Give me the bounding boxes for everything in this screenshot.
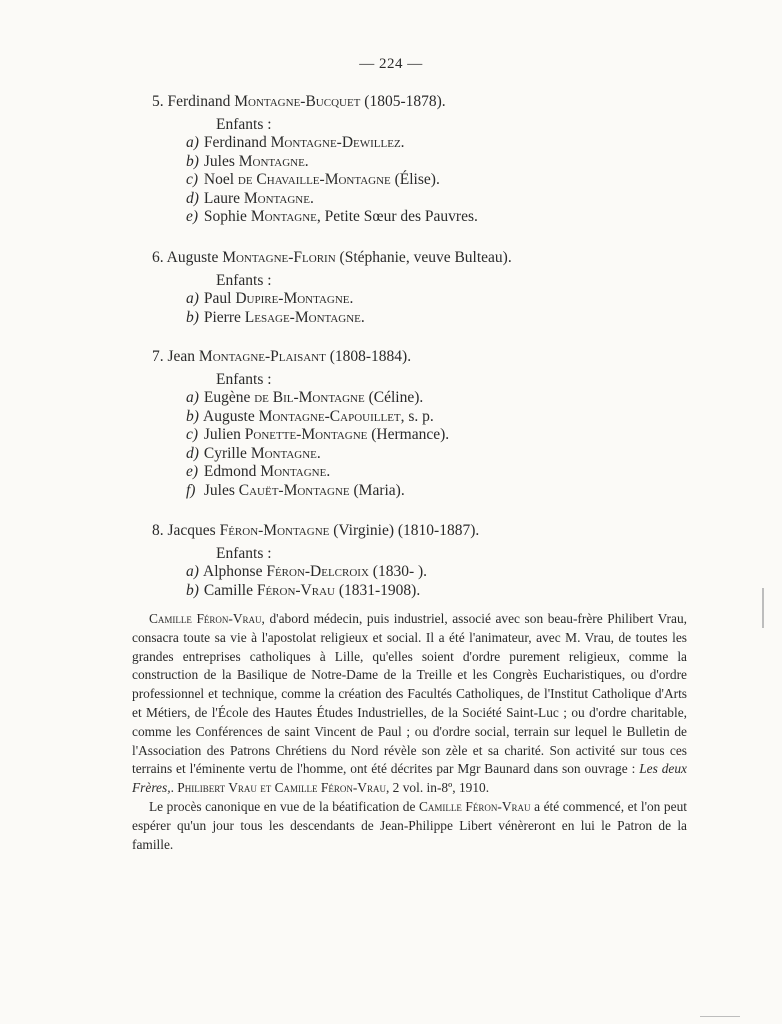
paragraph-1-text: d'abord médecin, puis industriel, associé avec son beau-frère Philibert Vrau, consacra toute sa vie à l'apostolat religieux et social. Il a été l'animateur, avec M. Vrau, de toutes les grandes entreprises catholiques à Lille, qu'elles soient d'ordre purement religieux, comme la construction de la Basilique de Notre-Dame de la Treille et les Congrès Eucharistiques, ou d'ordre professionnel et technique, comme la création des Facultés Catholiques, de l'Institut Catholique d'Arts et Métiers, de l'École des Hautes Études Industrielles, de la Société Saint-Luc ; ou d'ordre charitable, comme les Conférences de saint Vincent de Paul ; ou d'ordre social, terrain sur lequel le Bulletin de l'Association des Patrons Chrétiens du Nord révèle son zèle et sa charité. Son activité sur tous ces terrains et l'éminente vertu de l'homme, ont été décrites par Mgr Baunard dans son ouvrage :	[132, 611, 687, 777]
child-entry	[186, 190, 478, 209]
family-header	[152, 522, 479, 541]
child-entry	[186, 582, 479, 601]
family-entry	[152, 348, 449, 500]
child-first-name: Julien	[203, 426, 241, 443]
children-label: Enfants :	[216, 370, 272, 388]
family-surname: Montagne-Plaisant	[198, 348, 326, 365]
child-entry	[186, 389, 449, 408]
child-letter: c)	[186, 426, 199, 443]
child-first-name: Jules	[203, 152, 235, 170]
family-entry	[152, 93, 478, 227]
child-first-name: Pierre	[203, 308, 241, 326]
children-label: Enfants :	[216, 115, 272, 133]
child-letter: a)	[186, 290, 199, 307]
scan-margin-mark	[762, 588, 764, 628]
child-surname: Ponette-Montagne	[244, 426, 368, 443]
child-letter: e)	[186, 463, 199, 480]
family-first-name: Jacques	[167, 522, 216, 539]
child-surname: Féron-Delcroix	[266, 563, 369, 580]
child-entry	[186, 153, 478, 172]
child-detail: (Céline).	[368, 389, 424, 406]
child-entry	[186, 208, 478, 227]
child-letter: f)	[186, 481, 196, 499]
family-header	[152, 348, 449, 367]
child-entry	[186, 445, 449, 464]
child-surname: Montagne.	[250, 444, 321, 462]
child-first-name: Noel	[203, 171, 235, 188]
paragraph-1	[132, 610, 687, 798]
child-surname: Montagne.	[238, 152, 309, 170]
child-letter: e)	[186, 208, 199, 225]
child-detail: (Élise).	[394, 171, 440, 188]
family-first-name: Ferdinand	[167, 93, 231, 110]
camille-name: Camille Féron-Vrau,	[149, 611, 265, 626]
child-entry	[186, 426, 449, 445]
paragraph-2	[132, 798, 687, 854]
family-surname: Féron-Montagne	[219, 522, 330, 539]
family-number: 6.	[152, 249, 164, 266]
child-first-name: Paul	[203, 290, 232, 307]
paragraph-2-before: Le procès canonique en vue de la béatification de	[149, 798, 419, 814]
page-number: — 224 —	[359, 56, 423, 72]
child-first-name: Cyrille	[203, 444, 247, 462]
biography-paragraph	[132, 610, 687, 854]
child-first-name: Sophie	[203, 208, 247, 225]
family-number: 7.	[152, 348, 164, 365]
paragraph-2-after: a été commencé, et l'on peut espérer qu'un jour tous les descendants de Jean-Philippe Libert vénèreront en lui le Patron de la famille.	[132, 798, 687, 852]
child-detail: (1830- ).	[372, 563, 428, 580]
child-first-name: Edmond	[203, 463, 257, 480]
camille-name-2: Camille Féron-Vrau	[418, 798, 531, 814]
child-surname: Montagne,	[250, 208, 321, 225]
child-entry	[186, 482, 449, 501]
family-detail: (1805-1878).	[364, 93, 446, 110]
child-first-name: Camille	[203, 581, 253, 599]
child-first-name: Auguste	[203, 407, 255, 425]
family-number: 8.	[152, 522, 164, 539]
child-surname: Féron-Vrau	[256, 581, 335, 599]
child-detail: Petite Sœur des Pauvres.	[324, 208, 478, 225]
child-first-name: Alphonse	[203, 563, 263, 580]
family-entry	[152, 249, 512, 327]
child-entry	[186, 171, 478, 190]
child-surname: Montagne-Capouillet,	[258, 407, 405, 425]
book-title: Les deux Frères,	[132, 761, 687, 796]
child-entry	[186, 408, 449, 427]
child-entry	[186, 290, 512, 309]
child-entry	[186, 563, 479, 582]
child-entry	[186, 134, 478, 153]
child-surname: Montagne-Dewillez.	[270, 134, 405, 151]
family-header	[152, 93, 478, 112]
child-first-name: Laure	[203, 189, 241, 207]
child-surname: de Chavaille-Montagne	[237, 171, 391, 188]
family-detail: (Stéphanie, veuve Bulteau).	[339, 249, 512, 266]
child-surname: Montagne.	[260, 463, 331, 480]
child-detail: s. p.	[408, 407, 434, 425]
family-surname: Montagne-Bucquet	[234, 93, 361, 110]
child-letter: d)	[186, 189, 199, 207]
child-surname: Montagne.	[243, 189, 314, 207]
family-number: 5.	[152, 93, 164, 110]
scan-bottom-mark	[700, 1016, 740, 1017]
child-first-name: Ferdinand	[203, 134, 267, 151]
child-letter: c)	[186, 171, 199, 188]
children-label: Enfants :	[216, 544, 272, 562]
child-detail: (Maria).	[353, 481, 405, 499]
family-first-name: Jean	[167, 348, 196, 365]
child-entry	[186, 463, 449, 482]
child-letter: b)	[186, 581, 199, 599]
children-label: Enfants :	[216, 271, 272, 289]
child-surname: Dupire-Montagne.	[235, 290, 354, 307]
family-detail: (Virginie) (1810-1887).	[333, 522, 480, 539]
child-letter: b)	[186, 308, 199, 326]
family-header	[152, 249, 512, 268]
child-letter: a)	[186, 389, 199, 406]
child-first-name: Eugène	[203, 389, 251, 406]
child-surname: Cauët-Montagne	[238, 481, 350, 499]
child-first-name: Jules	[203, 481, 235, 499]
child-letter: a)	[186, 563, 199, 580]
book-authors: . Philibert Vrau et Camille Féron-Vrau,	[170, 780, 390, 796]
child-detail: (Hermance).	[371, 426, 450, 443]
family-surname: Montagne-Florin	[222, 249, 336, 266]
child-surname: Lesage-Montagne.	[244, 308, 365, 326]
family-entry	[152, 522, 479, 600]
child-letter: d)	[186, 444, 199, 462]
family-first-name: Auguste	[166, 249, 219, 266]
child-letter: b)	[186, 407, 199, 425]
child-surname: de Bil-Montagne	[254, 389, 365, 406]
book-edition: 2 vol. in-8º, 1910.	[389, 780, 490, 796]
family-detail: (1808-1884).	[329, 348, 412, 365]
child-entry	[186, 309, 512, 328]
child-letter: a)	[186, 134, 199, 151]
child-letter: b)	[186, 152, 199, 170]
child-detail: (1831-1908).	[338, 581, 421, 599]
